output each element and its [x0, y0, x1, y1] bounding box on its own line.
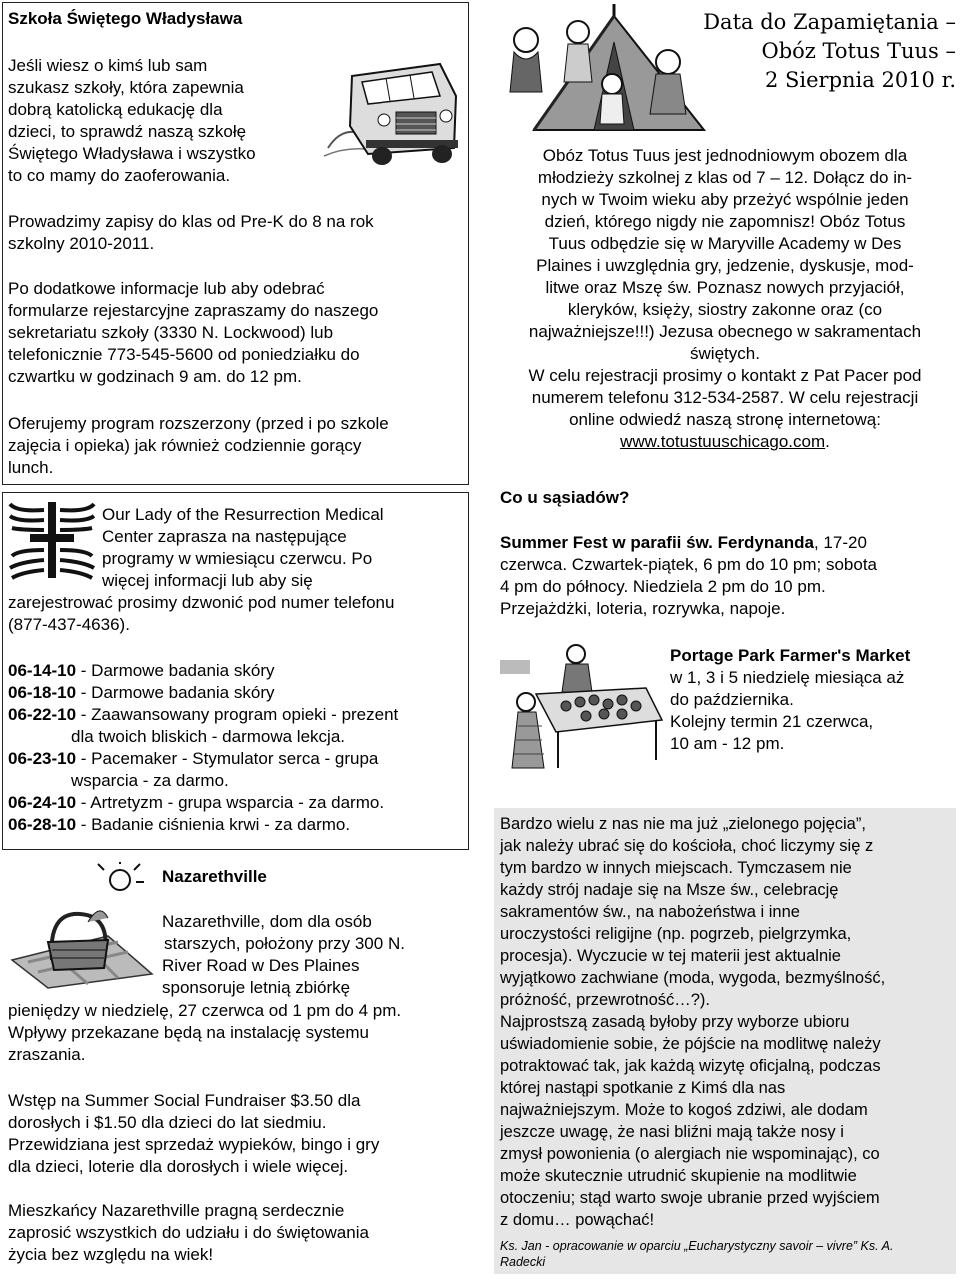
nazareth-paragraph-1b: pieniędzy w niedzielę, 27 czerwca od 1 pm do 4 pm. Wpływy przekazane będą na instalację systemu zraszania.: [8, 1001, 402, 1064]
nazareth-title: Nazarethville: [162, 867, 267, 886]
neighbors-title: Co u sąsiadów?: [500, 488, 630, 507]
medical-intro-cont: zarejestrować prosimy dzwonić pod numer telefonu (877-437-4636).: [8, 593, 395, 634]
list-item: 06-22-10 - Zaawansowany program opieki - prezent: [8, 705, 399, 724]
farmers-market-illustration: [496, 640, 666, 772]
list-item-cont: dla twoich bliskich - darmowa lekcja.: [71, 727, 345, 746]
summer-fest: Summer Fest w parafii św. Ferdynanda, 17-20 czerwca. Czwartek-piątek, 6 pm do 10 pm; sobota 4 pm do północy. Niedziela 2 pm do 10 pm. Przejażdżki, loteria, rozrywka, napoje.: [500, 533, 877, 618]
medical-center-logo: [8, 500, 96, 580]
list-item: 06-28-10 - Badanie ciśnienia krwi - za darmo.: [8, 815, 351, 834]
school-paragraph-4: Oferujemy program rozszerzony (przed i po szkole zajęcia i opieka) jak również codziennie gorący lunch.: [8, 414, 389, 477]
church-attire-source: Ks. Jan - opracowanie w oparciu „Eucharystyczny savoir – vivre” Ks. A. Radecki: [500, 1239, 894, 1269]
nazareth-paragraph-3: Mieszkańcy Nazarethville pragną serdecznie zaprosić wszystkich do udziału i do świętowania życia bez względu na wiek!: [8, 1201, 369, 1264]
camp-tent-illustration: [494, 2, 720, 132]
list-item: 06-24-10 - Artretyzm - grupa wsparcia - za darmo.: [8, 793, 385, 812]
school-paragraph-1: Jeśli wiesz o kimś lub sam szukasz szkoły, która zapewnia dobrą katolicką edukację dla dzieci, to sprawdź naszą szkołę Świętego Władysława i wszystko to co mamy do zaoferowania.: [8, 56, 256, 185]
list-item: 06-18-10 - Darmowe badania skóry: [8, 683, 275, 702]
school-title: Szkoła Świętego Władysława: [8, 9, 243, 28]
list-item-cont: wsparcia - za darmo.: [71, 771, 229, 790]
medical-events-list: [8, 660, 466, 836]
farmers-market: Portage Park Farmer's Market w 1, 3 i 5 niedzielę miesiąca aż do października. Kolejny termin 21 czerwca, 10 am - 12 pm.: [670, 646, 911, 753]
school-bus-illustration: [322, 56, 462, 168]
camp-website-link[interactable]: www.totustuuschicago.com: [620, 432, 826, 451]
list-item: 06-23-10 - Pacemaker - Stymulator serca - grupa: [8, 749, 379, 768]
school-paragraph-2: Prowadzimy zapisy do klas od Pre-K do 8 na rok szkolny 2010-2011.: [8, 212, 374, 253]
school-paragraph-3: Po dodatkowe informacje lub aby odebrać formularze rejestarcyjne zapraszamy do naszego sekretariatu szkoły (3330 N. Lockwood) lub telefonicznie 773-545-5600 od poniedziałku do czwartku w godzinach 9 am. do 12 pm.: [8, 279, 379, 386]
picnic-basket-illustration: [8, 862, 156, 992]
medical-intro: Our Lady of the Resurrection Medical Center zaprasza na następujące programy w wmiesiącu czerwcu. Po więcej informacji lub aby się: [102, 505, 384, 590]
nazareth-paragraph-2: Wstęp na Summer Social Fundraiser $3.50 dla dorosłych i $1.50 dla dzieci do lat siedmiu. Przewidziana jest sprzedaż wypieków, bingo i gry dla dzieci, loterie dla dorosłych i wiele więcej.: [8, 1091, 380, 1176]
list-item: 06-14-10 - Darmowe badania skóry: [8, 661, 275, 680]
camp-heading: Data do Zapamiętania – Obóz Totus Tuus – 2 Sierpnia 2010 r.: [703, 10, 956, 92]
church-attire-text: Bardzo wielu z nas nie ma już „zielonego pojęcia”, jak należy ubrać się do kościoła, choć liczymy się z tym bardzo w innych miejscach. Tymczasem nie każdy strój nadaje się na Msze św., celebrację sakramentów św., na nabożeństwa i inne uroczystości religijne (np. pogrzeb, pielgrzymka, procesja). Wyczucie w tej materii jest aktualnie wyjątkowo zachwiane (moda, wygoda, bezmyślność, próżność, przewrotność…?). Najprostszą zasadą byłoby przy wyborze ubioru uświadomienie sobie, że pójście na modlitwę należy potraktować tak, jak każdą wizytę oficjalną, podczas której nastąpi spotkanie z Kimś dla nas najważniejszym. Może to kogoś zdziwi, ale dodam jeszcze uwagę, że nasi bliźni mają także nosy i zmysł powonienia (o alergiach nie wspominając), co może skutecznie utrudnić skupienie na modlitwie otoczeniu; stąd warto swoje ubranie przed wyjściem z domu… powąchać!: [500, 815, 886, 1229]
camp-body: Obóz Totus Tuus jest jednodniowym obozem dla młodzieży szkolnej z klas od 7 – 12. Dołącz do in- nych w Twoim wieku aby przeżyć wspólnie jeden dzień, którego nigdy nie zapomnisz! Obóz Totus Tuus odbędzie się w Maryville Academy w Des Plaines i uwzględnia gry, jedzenie, dyskusje, mod- litwe oraz Mszę św. Poznasz nowych przyjaciół, kleryków, księży, siostry zakonne oraz (co najważniejsze!!!) Jezusa obecnego w sakramentach świętych. W celu rejestracji prosimy o kontakt z Pat Pacer pod numerem telefonu 312-534-2587. W celu rejestracji online odwiedź naszą stronę internetową: www.totustuuschicago.com.: [528, 146, 922, 451]
nazareth-paragraph-1a: Nazarethville, dom dla osób starszych, położony przy 300 N. River Road w Des Plaines sponsoruje letnią zbiórkę: [162, 912, 405, 997]
